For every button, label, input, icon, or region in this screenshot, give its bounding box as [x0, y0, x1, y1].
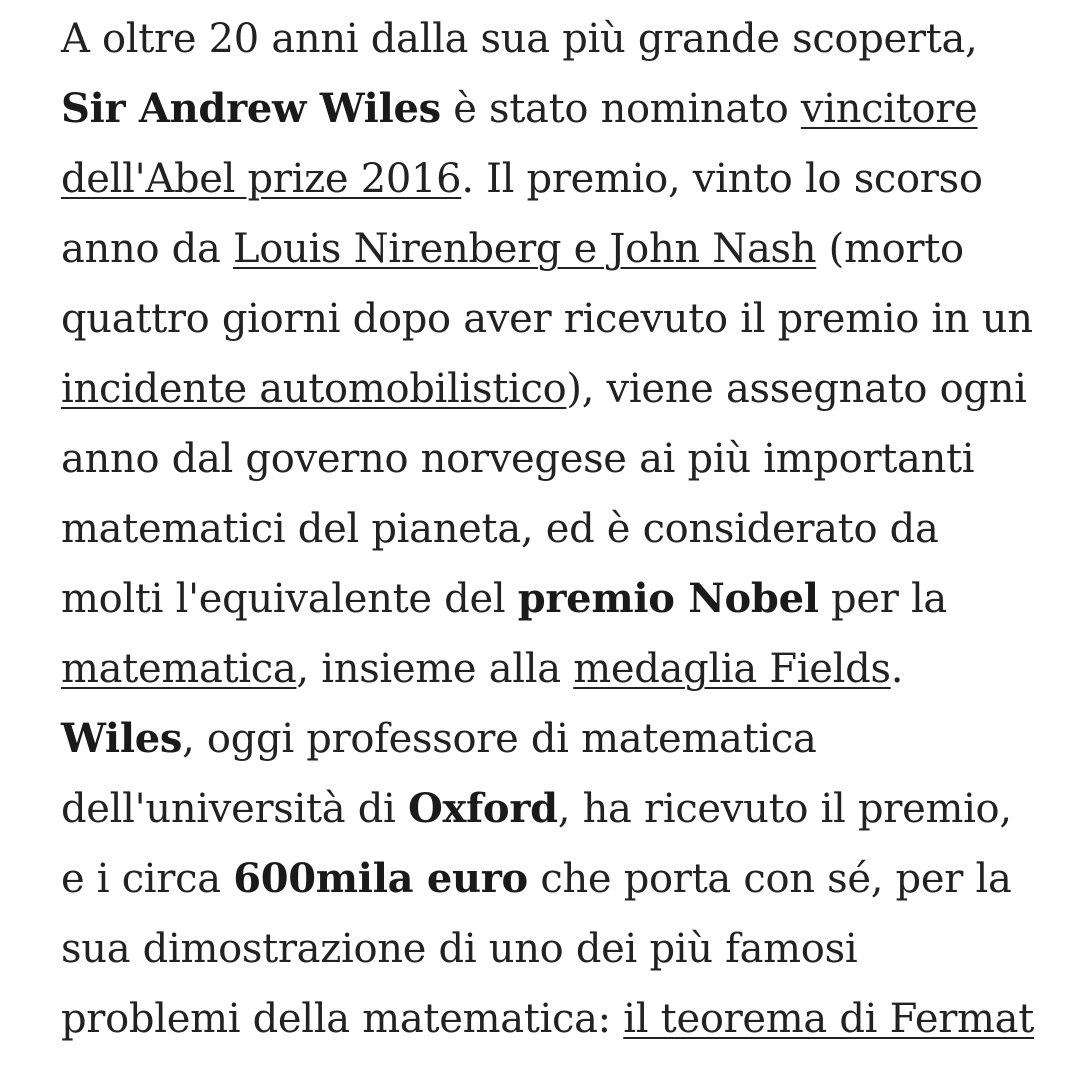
link-abel-prize-2016[interactable]: vincitore dell'Abel prize 2016 [61, 86, 978, 202]
paragraph-text: , ha ricevuto il premio, e i circa [61, 786, 1012, 902]
paragraph-text: . Il premio, vinto lo scorso anno da [61, 156, 983, 272]
article-paragraph [61, 4, 1041, 1054]
paragraph-text: che porta con sé, per la sua dimostrazione di uno dei più famosi problemi della matematica: [61, 856, 1012, 1042]
paragraph-text: A oltre 20 anni dalla sua più grande scoperta, [61, 16, 978, 62]
paragraph-text: , oggi professore di matematica dell'università di [61, 716, 817, 832]
link-medaglia-fields[interactable]: medaglia Fields [573, 646, 891, 692]
link-matematica[interactable]: matematica [61, 646, 297, 692]
bold-premio-nobel: premio Nobel [517, 575, 819, 622]
paragraph-text: , insieme alla [296, 646, 574, 692]
paragraph-text: per la [818, 576, 947, 622]
bold-name-andrew-wiles: Sir Andrew Wiles [61, 85, 441, 132]
bold-oxford: Oxford [407, 785, 558, 832]
link-incidente-automobilistico[interactable]: incidente automobilistico [61, 366, 567, 412]
bold-wiles: Wiles [61, 715, 183, 762]
link-teorema-di-fermat[interactable]: il teorema di Fermat [623, 996, 1035, 1042]
paragraph-text: (morto quattro giorni dopo aver ricevuto il premio in un [61, 226, 1033, 342]
paragraph-text: . [890, 646, 904, 692]
link-nirenberg-nash[interactable]: Louis Nirenberg e John Nash [232, 226, 817, 272]
paragraph-text: ), viene assegnato ogni anno dal governo norvegese ai più importanti matematici del pianeta, ed è considerato da molti l'equivalente del [61, 366, 1027, 622]
paragraph-text: è stato nominato [440, 86, 801, 132]
bold-600mila-euro: 600mila euro [233, 855, 528, 902]
